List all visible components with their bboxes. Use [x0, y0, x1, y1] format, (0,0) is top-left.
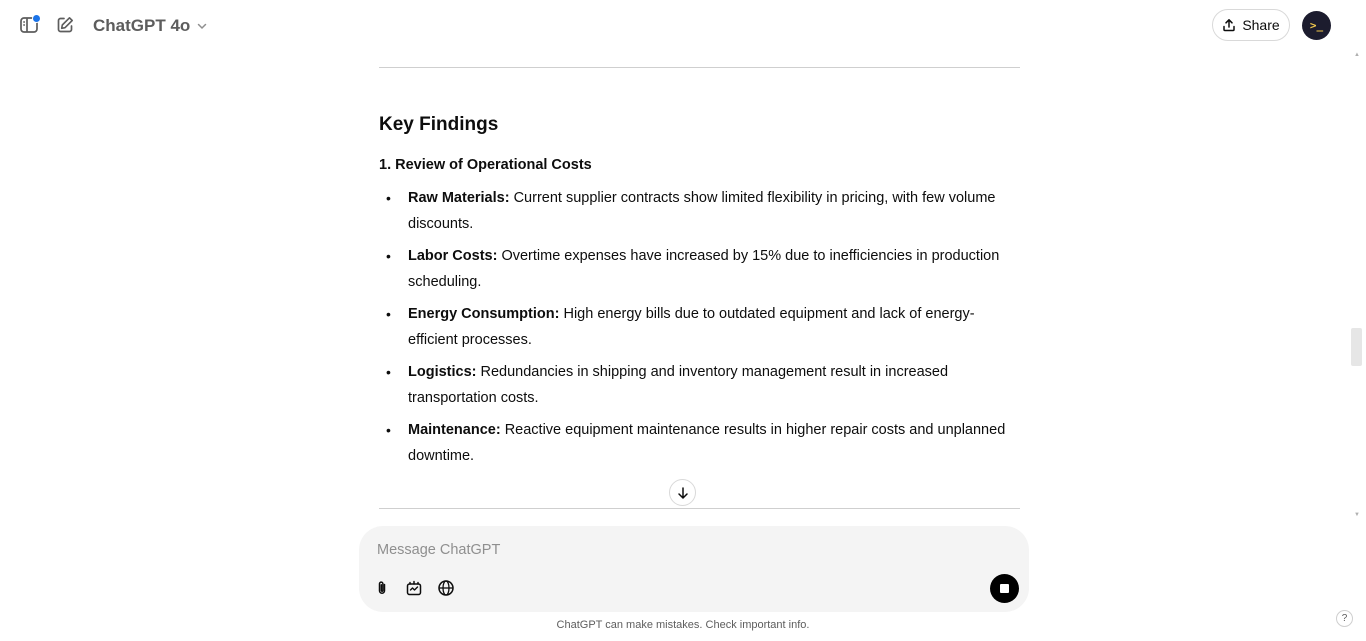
finding-label: Raw Materials: — [408, 190, 510, 206]
divider — [379, 67, 1020, 68]
help-button[interactable]: ? — [1336, 610, 1353, 627]
bullet-icon: • — [386, 364, 391, 380]
share-label: Share — [1242, 17, 1280, 33]
model-selector[interactable] — [87, 12, 214, 40]
new-chat-icon — [55, 15, 75, 35]
subsection-heading: 1. Review of Operational Costs — [379, 157, 592, 173]
divider — [379, 508, 1020, 509]
findings-list — [379, 186, 1020, 476]
finding-label: Labor Costs: — [408, 248, 498, 264]
finding-text: Current supplier contracts show limited flexibility in pricing, with few volume discounts. — [408, 190, 996, 232]
finding-text: High energy bills due to outdated equipment and lack of energy-efficient processes. — [408, 306, 975, 348]
bullet-icon: • — [386, 190, 391, 206]
finding-label: Energy Consumption: — [408, 306, 560, 322]
stop-generating-button[interactable] — [990, 574, 1019, 603]
list-item — [379, 302, 1020, 353]
finding-label: Maintenance: — [408, 422, 501, 438]
share-icon — [1222, 18, 1236, 32]
top-bar — [0, 0, 1366, 52]
list-item — [379, 244, 1020, 295]
globe-icon — [437, 579, 455, 597]
disclaimer-text: ChatGPT can make mistakes. Check important info. — [556, 619, 810, 631]
list-item — [379, 418, 1020, 469]
finding-label: Logistics: — [408, 364, 477, 380]
scrollbar-up-icon[interactable]: ▲ — [1354, 52, 1360, 58]
message-composer — [359, 526, 1029, 612]
sidebar-toggle-button[interactable] — [15, 11, 43, 39]
arrow-down-icon — [676, 486, 690, 500]
canvas-button[interactable] — [401, 575, 427, 601]
section-heading: Key Findings — [379, 114, 499, 135]
scroll-to-bottom-button[interactable] — [669, 479, 696, 506]
scrollbar-thumb[interactable] — [1351, 328, 1362, 366]
finding-text: Redundancies in shipping and inventory management result in increased transportation costs. — [408, 364, 949, 406]
finding-text: Overtime expenses have increased by 15% due to inefficiencies in production scheduling. — [408, 248, 1000, 290]
bullet-icon: • — [386, 422, 391, 438]
list-item — [379, 360, 1020, 411]
stop-icon — [1000, 584, 1009, 593]
list-item — [379, 186, 1020, 237]
notification-dot — [32, 14, 41, 23]
user-avatar[interactable]: >_ — [1302, 11, 1331, 40]
paperclip-icon — [373, 579, 391, 597]
canvas-icon — [405, 579, 423, 597]
bullet-icon: • — [386, 306, 391, 322]
attach-button[interactable] — [369, 575, 395, 601]
chevron-down-icon — [196, 20, 208, 32]
share-button[interactable] — [1212, 9, 1290, 41]
model-name: ChatGPT 4o — [93, 16, 191, 35]
message-input[interactable] — [375, 538, 979, 562]
search-web-button[interactable] — [433, 575, 459, 601]
finding-text: Reactive equipment maintenance results in higher repair costs and unplanned downtime. — [408, 422, 1006, 464]
bullet-icon: • — [386, 248, 391, 264]
new-chat-button[interactable] — [51, 11, 79, 39]
scrollbar-down-icon[interactable]: ▼ — [1354, 512, 1360, 518]
